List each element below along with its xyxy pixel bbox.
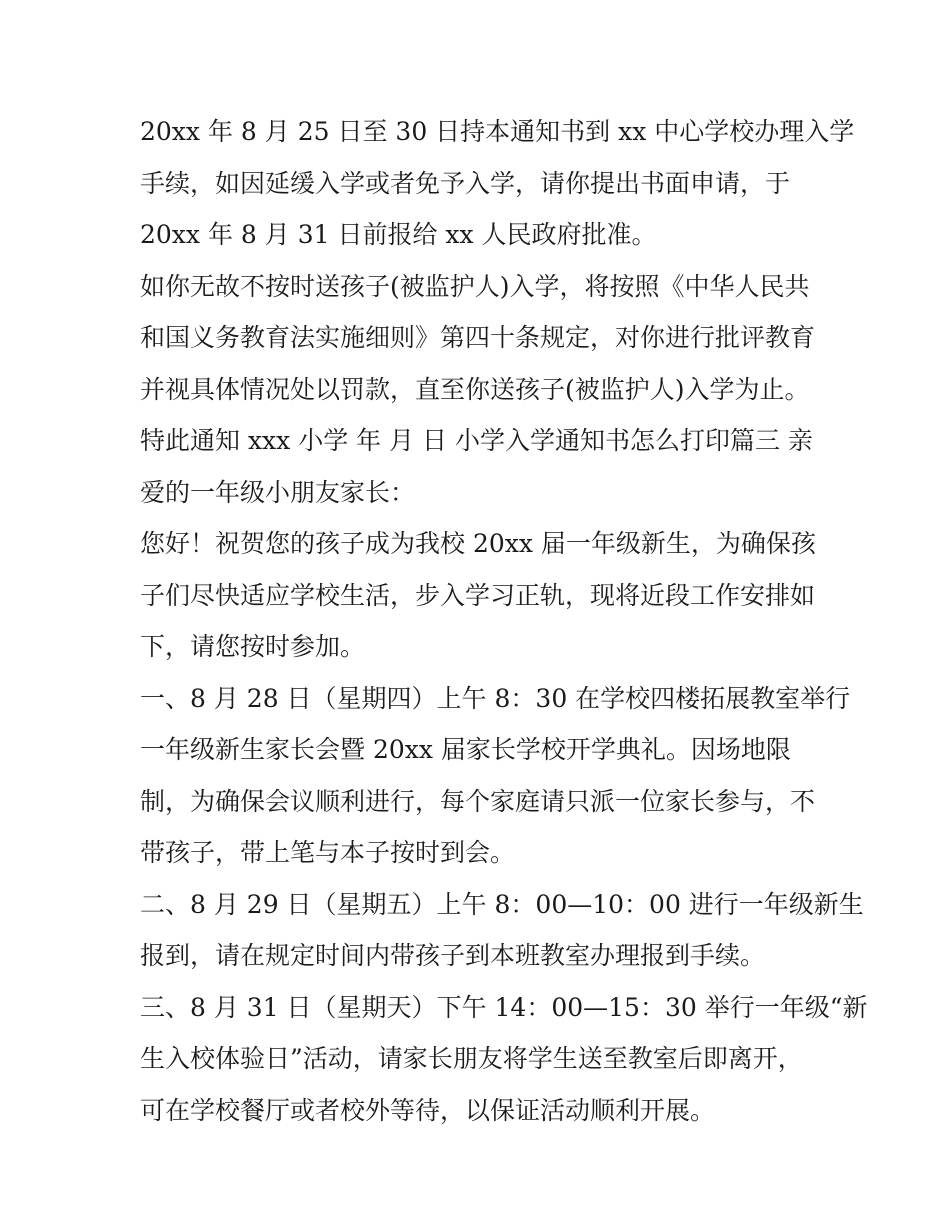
text-line: 并视具体情况处以罚款，直至你送孩子(被监护人)入学为止。 — [140, 374, 810, 404]
text-line: 20xx 年 8 月 31 日前报给 xx 人民政府批准。 — [140, 220, 657, 249]
text-line: 20xx 年 8 月 25 日至 30 日持本通知书到 xx 中心学校办理入学 — [140, 117, 855, 146]
text-line: 您好！祝贺您的孩子成为我校 20xx 届一年级新生，为确保孩 — [140, 529, 816, 558]
text-line: 爱的一年级小朋友家长： — [140, 477, 416, 507]
text-line: 特此通知 xxx 小学 年 月 日 小学入学通知书怎么打印篇三 亲 — [140, 426, 813, 455]
text-line: 生入校体验日”活动，请家长朋友将学生送至教室后即离开， — [140, 1044, 803, 1073]
text-line: 报到，请在规定时间内带孩子到本班教室办理报到手续。 — [140, 941, 766, 970]
text-line: 一、8 月 28 日（星期四）上午 8：30 在学校四楼拓展教室举行 — [140, 683, 851, 713]
text-line: 制，为确保会议顺利进行，每个家庭请只派一位家长参与，不 — [140, 786, 816, 816]
text-line: 手续，如因延缓入学或者免予入学，请你提出书面申请，于 — [140, 168, 791, 198]
text-line: 和国义务教育法实施细则》第四十条规定，对你进行批评教育 — [140, 323, 816, 352]
text-line: 带孩子，带上笔与本子按时到会。 — [140, 838, 516, 867]
text-line: 子们尽快适应学校生活，步入学习正轨，现将近段工作安排如 — [140, 580, 816, 610]
document-body — [140, 106, 868, 1136]
text-line: 二、8 月 29 日（星期五）上午 8：00—10：00 进行一年级新生 — [140, 889, 864, 919]
text-line: 下，请您按时参加。 — [140, 632, 366, 661]
text-line: 如你无故不按时送孩子(被监护人)入学，将按照《中华人民共 — [140, 271, 810, 301]
text-line: 三、8 月 31 日（星期天）下午 14：00—15：30 举行一年级“新 — [140, 992, 868, 1022]
text-line: 可在学校餐厅或者校外等待，以保证活动顺利开展。 — [140, 1095, 716, 1125]
text-line: 一年级新生家长会暨 20xx 届家长学校开学典礼。因场地限 — [140, 735, 791, 764]
